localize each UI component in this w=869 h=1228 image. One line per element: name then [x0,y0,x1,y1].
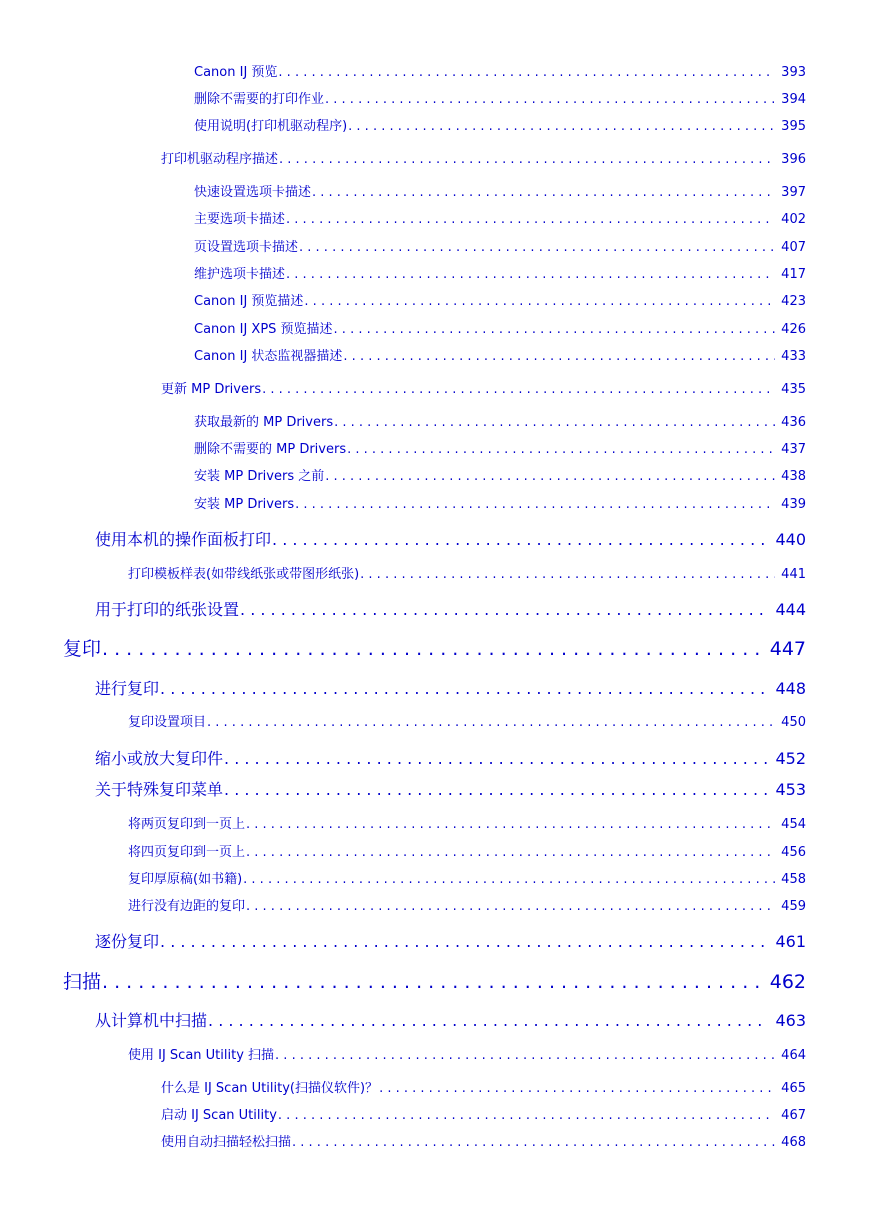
toc-entry-page: 439 [781,497,806,512]
toc-entry-what-is-ij-scan-utility[interactable] [161,1082,806,1095]
toc-entry-page: 407 [781,240,806,255]
toc-entry-title: 缩小或放大复印件 [95,749,224,768]
dot-leader [246,900,775,913]
toc-entry-page: 436 [781,415,806,430]
toc-entry-reduce-enlarge-copies[interactable] [95,751,806,767]
toc-entry-install-mp-drivers[interactable] [194,498,806,511]
toc-entry-page: 450 [781,715,806,730]
dot-leader [360,568,775,581]
toc-entry-status-monitor-description[interactable] [194,350,806,363]
dot-leader [160,681,769,697]
toc-entry-title: 将两页复印到一页上 [128,817,246,832]
toc-entry-special-copy-menu[interactable] [95,782,806,798]
dot-leader [272,532,769,548]
dot-leader [262,383,775,396]
toc-entry-two-pages-to-one[interactable] [128,818,806,831]
toc-entry-page-setup-tab[interactable] [194,241,806,254]
dot-leader [304,295,775,308]
toc-entry-title: 使用自动扫描轻松扫描 [161,1135,292,1150]
toc-entry-page: 458 [781,872,806,887]
toc-entry-paper-settings-for-printing[interactable] [95,602,806,618]
toc-entry-update-mp-drivers[interactable] [161,383,806,396]
toc-entry-delete-print-jobs[interactable] [194,93,806,106]
toc-entry-page: 417 [781,267,806,282]
toc-entry-collated-copying[interactable] [95,934,806,950]
toc-entry-page: 441 [781,567,806,582]
toc-entry-page: 453 [775,780,806,799]
dot-leader [278,66,775,79]
dot-leader [278,1109,775,1122]
toc-entry-page: 462 [769,971,806,993]
toc-entry-page: 447 [769,638,806,660]
toc-entry-title: Canon IJ XPS 预览描述 [194,322,333,337]
toc-entry-borderless-copy[interactable] [128,900,806,913]
toc-entry-page: 465 [781,1081,806,1096]
toc-entry-title: 复印 [63,638,102,660]
toc-entry-delete-mp-drivers[interactable] [194,443,806,456]
toc-entry-title: Canon IJ 预览描述 [194,294,304,309]
toc-entry-page: 423 [781,294,806,309]
dot-leader [246,846,775,859]
toc-chapter-scanning[interactable] [63,973,806,992]
toc-entry-title: 扫描 [63,971,102,993]
toc-entry-page: 459 [781,899,806,914]
toc-entry-title: 删除不需要的打印作业 [194,92,325,107]
toc-entry-start-ij-scan-utility[interactable] [161,1109,806,1122]
toc-entry-title: 启动 IJ Scan Utility [161,1108,277,1123]
toc-entry-page: 435 [781,382,806,397]
toc-entry-title: 维护选项卡描述 [194,267,286,282]
dot-leader [343,350,775,363]
dot-leader [102,640,764,659]
toc-entry-page: 402 [781,212,806,227]
dot-leader [347,443,775,456]
toc-entry-scan-from-computer[interactable] [95,1013,806,1029]
toc-entry-page: 454 [781,817,806,832]
toc-entry-title: 将四页复印到一页上 [128,845,246,860]
dot-leader [207,716,775,729]
dot-leader [348,120,775,133]
toc-entry-title: 获取最新的 MP Drivers [194,415,334,430]
toc-entry-title: 使用本机的操作面板打印 [95,530,272,549]
toc-entry-title: 关于特殊复印菜单 [95,780,224,799]
toc-entry-title: 从计算机中扫描 [95,1011,208,1030]
toc-entry-title: 逐份复印 [95,932,160,951]
dot-leader [325,470,775,483]
toc-entry-driver-description[interactable] [161,153,806,166]
dot-leader [224,751,769,767]
toc-entry-title: 打印机驱动程序描述 [161,152,279,167]
toc-entry-title: 进行复印 [95,679,160,698]
toc-entry-title: 复印厚原稿(如书籍) [128,872,243,887]
toc-entry-page: 440 [775,530,806,549]
dot-leader [240,602,769,618]
toc-entry-page: 438 [781,469,806,484]
toc-entry-get-latest-mp-drivers[interactable] [194,416,806,429]
dot-leader [243,873,775,886]
dot-leader [286,213,775,226]
toc-entry-title: 主要选项卡描述 [194,212,286,227]
dot-leader [299,241,775,254]
toc-entry-title: 进行没有边距的复印 [128,899,246,914]
toc-entry-page: 456 [781,845,806,860]
toc-entry-canon-ij-preview[interactable] [194,66,806,79]
toc-entry-title: 什么是 IJ Scan Utility(扫描仪软件)？ [161,1081,379,1096]
toc-entry-title: 用于打印的纸张设置 [95,600,240,619]
toc-entry-before-install-mp-drivers[interactable] [194,470,806,483]
toc-entry-print-from-operation-panel[interactable] [95,532,806,548]
toc-entry-title: 使用说明(打印机驱动程序) [194,119,348,134]
toc-entry-page: 393 [781,65,806,80]
toc-entry-page: 396 [781,152,806,167]
dot-leader [325,93,775,106]
toc-entry-page: 437 [781,442,806,457]
toc-entry-scan-with-ij-scan-utility[interactable] [128,1049,806,1062]
toc-entry-page: 467 [781,1108,806,1123]
toc-entry-page: 468 [781,1135,806,1150]
dot-leader [246,818,775,831]
toc-entry-quick-setup-tab[interactable] [194,186,806,199]
toc-chapter-copying[interactable] [63,640,806,659]
toc-entry-maintenance-tab[interactable] [194,268,806,281]
dot-leader [334,323,776,336]
dot-leader [275,1049,775,1062]
toc-entry-main-tab[interactable] [194,213,806,226]
toc-entry-page: 395 [781,119,806,134]
toc-entry-copy-setting-items[interactable] [128,716,806,729]
toc-entry-page: 444 [775,600,806,619]
toc-entry-canon-ij-preview-description[interactable] [194,295,806,308]
toc-entry-page: 452 [775,749,806,768]
toc-entry-copy-thick-originals[interactable] [128,873,806,886]
toc-entry-print-template-forms[interactable] [128,568,806,581]
toc-entry-title: 复印设置项目 [128,715,207,730]
dot-leader [334,416,775,429]
dot-leader [286,268,775,281]
toc-entry-page: 461 [775,932,806,951]
toc-entry-page: 394 [781,92,806,107]
toc-entry-title: Canon IJ 状态监视器描述 [194,349,343,364]
toc-entry-title: 快速设置选项卡描述 [194,185,312,200]
toc-entry-page: 426 [781,322,806,337]
dot-leader [379,1082,775,1095]
dot-leader [102,973,764,992]
dot-leader [224,782,769,798]
toc-entry-page: 433 [781,349,806,364]
toc-entry-title: 删除不需要的 MP Drivers [194,442,347,457]
toc-entry-page: 463 [775,1011,806,1030]
toc-entry-title: 安装 MP Drivers 之前 [194,469,325,484]
toc-entry-title: 页设置选项卡描述 [194,240,299,255]
toc-entry-page: 397 [781,185,806,200]
toc-entry-title: 使用 IJ Scan Utility 扫描 [128,1048,275,1063]
dot-leader [292,1136,775,1149]
toc-entry-driver-help[interactable] [194,120,806,133]
toc-entry-canon-ij-xps-preview-description[interactable] [194,323,806,336]
toc-entry-auto-scan[interactable] [161,1136,806,1149]
dot-leader [312,186,775,199]
toc-entry-page: 464 [781,1048,806,1063]
toc-entry-title: 安装 MP Drivers [194,497,295,512]
toc-entry-title: 更新 MP Drivers [161,382,262,397]
toc-entry-making-copies[interactable] [95,681,806,697]
dot-leader [295,498,775,511]
toc-entry-page: 448 [775,679,806,698]
toc-entry-title: Canon IJ 预览 [194,65,278,80]
dot-leader [160,934,769,950]
dot-leader [279,153,775,166]
toc-entry-four-pages-to-one[interactable] [128,846,806,859]
dot-leader [208,1013,769,1029]
toc-entry-title: 打印模板样表(如带线纸张或带图形纸张) [128,567,360,582]
